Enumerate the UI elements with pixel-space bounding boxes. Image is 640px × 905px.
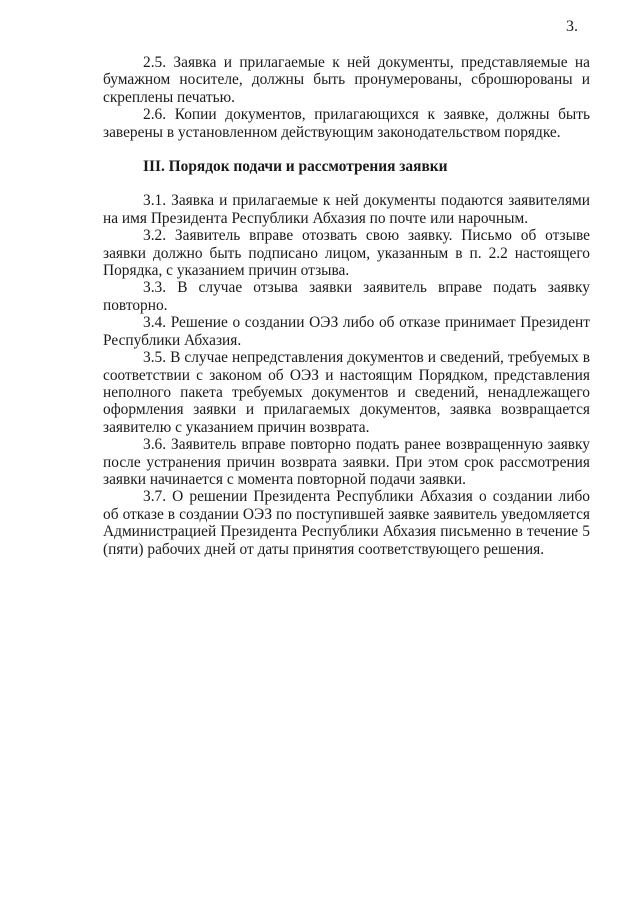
paragraph-2-6: 2.6. Копии документов, прилагающихся к заявке, должны быть заверены в установленном действующим законодательством порядке. xyxy=(103,106,590,141)
paragraph-3-3: 3.3. В случае отзыва заявки заявитель вправе подать заявку повторно. xyxy=(103,279,590,314)
paragraph-3-7: 3.7. О решении Президента Республики Абхазия о создании либо об отказе в создании ОЭЗ по поступившей заявке заявитель уведомляется Администрацией Президента Республики Абхазия письменно в течение 5 (пяти) рабочих дней от даты принятия соответствующего решения. xyxy=(103,488,590,558)
page-number: 3. xyxy=(566,18,578,35)
paragraph-3-1: 3.1. Заявка и прилагаемые к ней документы подаются заявителями на имя Президента Республики Абхазия по почте или нарочным. xyxy=(103,192,590,227)
paragraph-3-4: 3.4. Решение о создании ОЭЗ либо об отказе принимает Президент Республики Абхазия. xyxy=(103,314,590,349)
section-heading: III. Порядок подачи и рассмотрения заявки xyxy=(143,158,448,176)
document-body xyxy=(103,54,590,558)
paragraph-3-6: 3.6. Заявитель вправе повторно подать ранее возвращенную заявку после устранения причин возврата заявки. При этом срок рассмотрения заявки начинается с момента повторной подачи заявки. xyxy=(103,436,590,488)
paragraph-2-5: 2.5. Заявка и прилагаемые к ней документы, представляемые на бумажном носителе, должны быть пронумерованы, сброшюрованы и скреплены печатью. xyxy=(103,54,590,106)
paragraph-3-5: 3.5. В случае непредставления документов и сведений, требуемых в соответствии с законом об ОЭЗ и настоящим Порядком, представления неполного пакета требуемых документов и сведений, ненадлежащего оформления заявки и прилагаемых документов, заявка возвращается заявителю с указанием причин возврата. xyxy=(103,349,590,436)
paragraph-3-2: 3.2. Заявитель вправе отозвать свою заявку. Письмо об отзыве заявки должно быть подписано лицом, указанным в п. 2.2 настоящего Порядка, с указанием причин отзыва. xyxy=(103,227,590,280)
